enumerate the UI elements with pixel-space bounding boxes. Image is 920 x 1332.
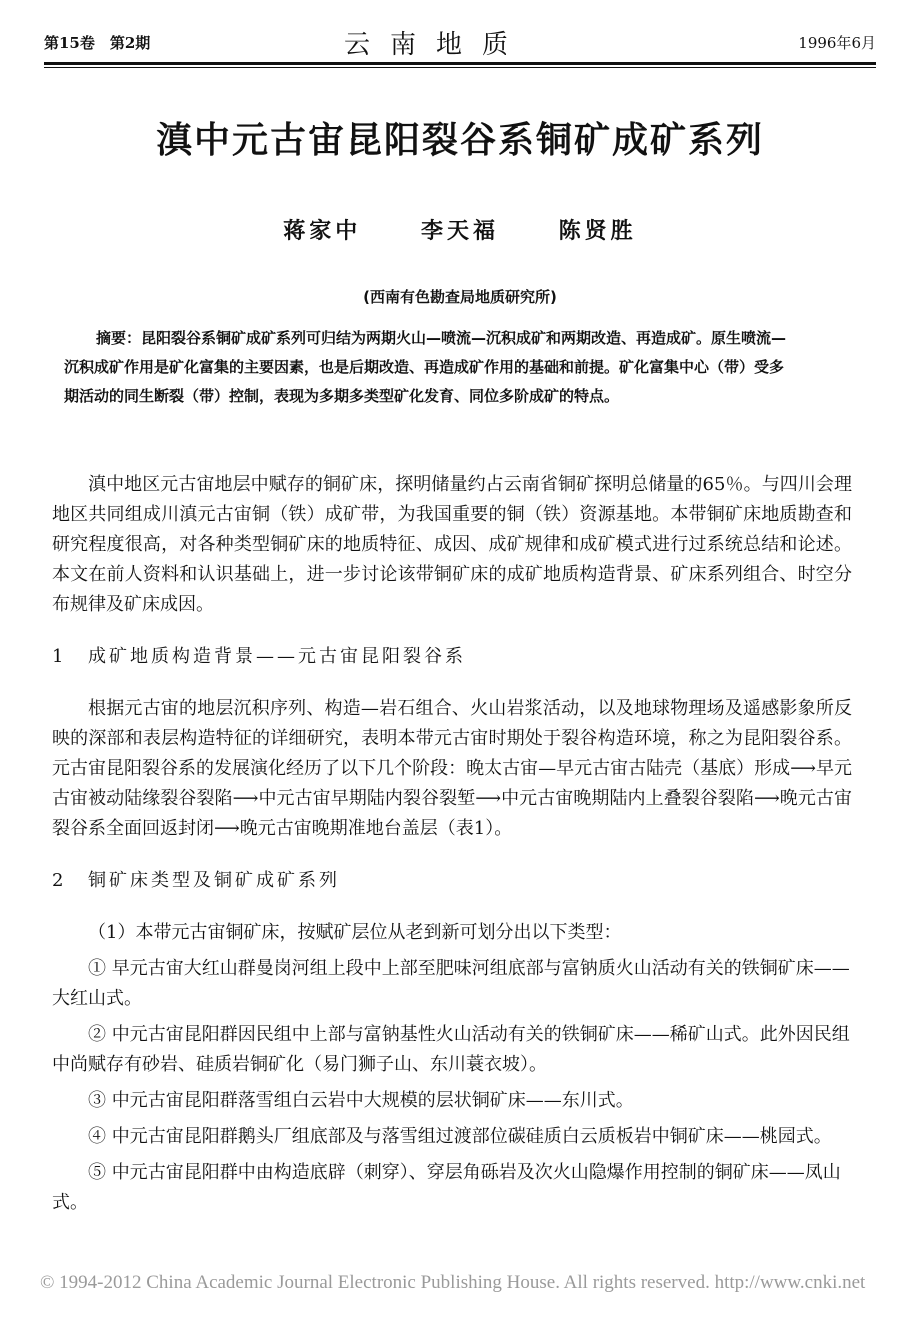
publication-date: 1996年6月 xyxy=(798,34,876,52)
header-rule-thin xyxy=(44,67,876,68)
article-title: 滇中元古宙昆阳裂谷系铜矿成矿系列 xyxy=(155,119,764,161)
intro-paragraph: 滇中地区元古宙地层中赋存的铜矿床，探明储量约占云南省铜矿探明总储量的65％。与四川会理地区共同组成川滇元古宙铜（铁）成矿带，为我国重要的铜（铁）资源基地。本带铜矿床地质勘查和研究程度很高，对各种类型铜矿床的地质特征、成因、成矿规律和成矿模式进行过系统总结和论述。本文在前人资料和认识基础上，进一步讨论该带铜矿床的成矿地质构造背景、矿床系列组合、时空分布规律及矿床成因。 xyxy=(52,474,852,615)
volume-issue: 第15卷 第2期 xyxy=(44,34,151,52)
section-paragraph: 根据元古宙的地层沉积序列、构造—岩石组合、火山岩浆活动，以及地球物理场及遥感影象所反映的深部和表层构造特征的详细研究，表明本带元古宙时期处于裂谷构造环境，称之为昆阳裂谷系。元古宙昆阳裂谷系的发展演化经历了以下几个阶段：晚太古宙—早元古宙古陆壳（基底）形成⟶早元古宙被动陆缘裂谷裂陷⟶中元古宙早期陆内裂谷裂堑⟶中元古宙晚期陆内上叠裂谷裂陷⟶晚元古宙裂谷系全面回返封闭⟶晚元古宙晚期准地台盖层（表1）。 xyxy=(52,698,852,839)
list-item: ③ 中元古宙昆阳群落雪组白云岩中大规模的层状铜矿床——东川式。 xyxy=(88,1090,634,1111)
affiliation: (西南有色勘查局地质研究所) xyxy=(363,288,557,306)
section-number: 1 xyxy=(52,646,67,667)
article-body xyxy=(52,470,852,1224)
list-item: ⑤ 中元古宙昆阳群中由构造底辟（刺穿）、穿层角砾岩及次火山隐爆作用控制的铜矿床——凤山式。 xyxy=(52,1162,841,1213)
section-number: 2 xyxy=(52,870,67,891)
author-list xyxy=(0,214,920,245)
abstract: 摘要：昆阳裂谷系铜矿成矿系列可归结为两期火山—喷流—沉积成矿和两期改造、再造成矿。原生喷流—沉积成矿作用是矿化富集的主要因素，也是后期改造、再造成矿作用的基础和前提。矿化富集中心（带）受多期活动的同生断裂（带）控制，表现为多期多类型矿化发育、同位多阶成矿的特点。 xyxy=(64,329,787,405)
section-title: 成矿地质构造背景——元古宙昆阳裂谷系 xyxy=(88,646,466,667)
list-item: ② 中元古宙昆阳群因民组中上部与富钠基性火山活动有关的铁铜矿床——稀矿山式。此外因民组中尚赋存有砂岩、硅质岩铜矿化（易门狮子山、东川蓑衣坡）。 xyxy=(52,1024,850,1075)
page-header xyxy=(44,24,876,64)
header-rule xyxy=(44,62,876,65)
author: 蒋家中 xyxy=(283,218,362,244)
list-item: ① 早元古宙大红山群曼岗河组上段中上部至肥味河组底部与富钠质火山活动有关的铁铜矿床——大红山式。 xyxy=(52,958,850,1009)
author: 陈贤胜 xyxy=(558,218,637,244)
section-intro: （1）本带元古宙铜矿床，按赋矿层位从老到新可划分出以下类型： xyxy=(88,922,622,943)
section-heading xyxy=(52,866,852,896)
copyright-footer: © 1994-2012 China Academic Journal Electronic Publishing House. All rights reserved. http://www.cnki.net xyxy=(40,1272,866,1293)
list-item: ④ 中元古宙昆阳群鹅头厂组底部及与落雪组过渡部位碳硅质白云质板岩中铜矿床——桃园式。 xyxy=(88,1126,832,1147)
journal-name: 云南地质 xyxy=(344,30,529,60)
author: 李天福 xyxy=(420,218,499,244)
section-title: 铜矿床类型及铜矿成矿系列 xyxy=(88,870,340,891)
section-heading xyxy=(52,642,852,672)
